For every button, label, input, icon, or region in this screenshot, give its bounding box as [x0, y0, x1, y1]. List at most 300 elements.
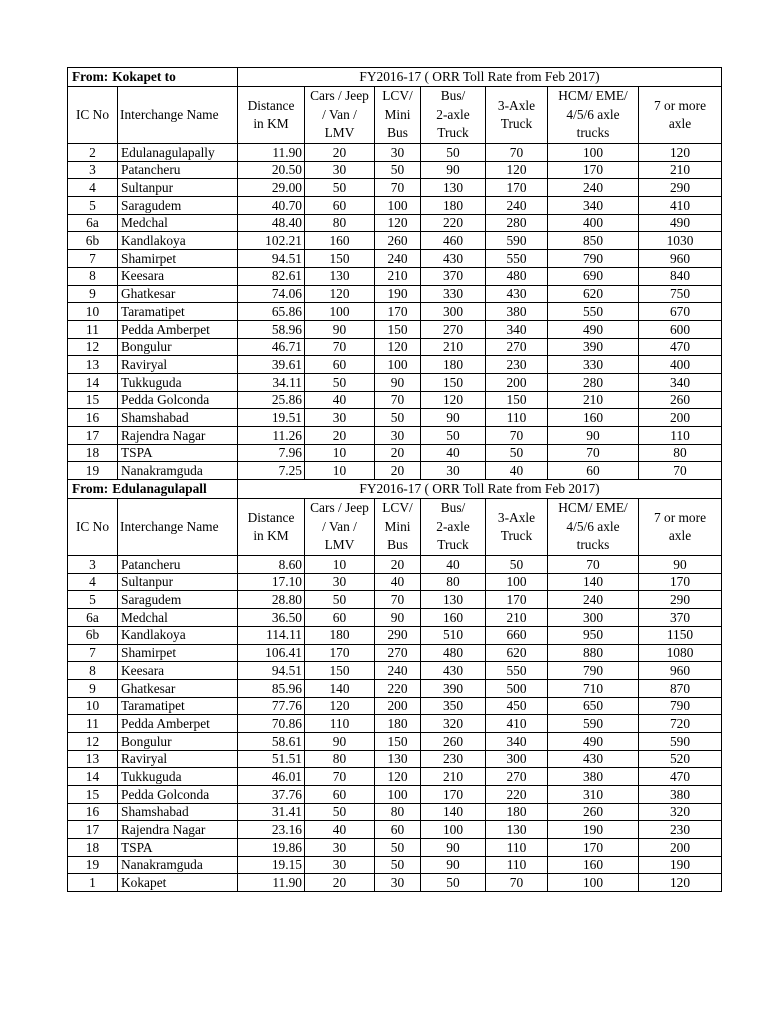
7axle-rate-cell: 600 — [639, 320, 722, 338]
bus-rate-cell: 210 — [421, 768, 486, 786]
hcm-rate-cell: 90 — [548, 427, 639, 445]
bus-rate-cell: 480 — [421, 644, 486, 662]
lcv-rate-cell: 20 — [375, 444, 421, 462]
table-row — [68, 197, 722, 215]
ic-no-cell: 13 — [68, 750, 118, 768]
table-body — [68, 68, 722, 892]
hcm-rate-cell: 850 — [548, 232, 639, 250]
bus-rate-cell: 180 — [421, 356, 486, 374]
header-7axle-line: axle — [668, 116, 692, 131]
bus-rate-cell: 50 — [421, 874, 486, 892]
interchange-cell: Saragudem — [118, 591, 238, 609]
bus-rate-cell: 170 — [421, 786, 486, 804]
ic-no-cell: 9 — [68, 285, 118, 303]
lcv-rate-cell: 210 — [375, 267, 421, 285]
7axle-rate-cell: 590 — [639, 732, 722, 750]
bus-rate-cell: 330 — [421, 285, 486, 303]
7axle-rate-cell: 210 — [639, 161, 722, 179]
7axle-rate-cell: 380 — [639, 786, 722, 804]
hcm-rate-cell: 650 — [548, 697, 639, 715]
cars-rate-cell: 80 — [305, 214, 375, 232]
distance-cell: 11.90 — [238, 144, 305, 162]
3axle-rate-cell: 620 — [486, 644, 548, 662]
header-bus-line: 2-axle — [436, 106, 470, 122]
bus-rate-cell: 390 — [421, 679, 486, 697]
cars-rate-cell: 180 — [305, 626, 375, 644]
ic-no-cell: 1 — [68, 874, 118, 892]
header-hcm-line: HCM/ EME/ — [558, 88, 628, 104]
3axle-rate-cell: 70 — [486, 427, 548, 445]
7axle-rate-cell: 370 — [639, 609, 722, 627]
column-header-row — [68, 87, 722, 144]
3axle-rate-cell: 550 — [486, 250, 548, 268]
3axle-rate-cell: 210 — [486, 609, 548, 627]
distance-cell: 39.61 — [238, 356, 305, 374]
3axle-rate-cell: 170 — [486, 591, 548, 609]
ic-no-cell: 10 — [68, 697, 118, 715]
7axle-rate-cell: 470 — [639, 338, 722, 356]
table-row — [68, 644, 722, 662]
ic-no-cell: 12 — [68, 338, 118, 356]
ic-no-cell: 3 — [68, 161, 118, 179]
cars-rate-cell: 90 — [305, 320, 375, 338]
bus-rate-cell: 90 — [421, 839, 486, 857]
ic-no-cell: 16 — [68, 409, 118, 427]
7axle-rate-cell: 1080 — [639, 644, 722, 662]
hcm-rate-cell: 790 — [548, 662, 639, 680]
table-row — [68, 591, 722, 609]
7axle-rate-cell: 170 — [639, 573, 722, 591]
toll-rate-table — [67, 67, 722, 892]
bus-rate-cell: 130 — [421, 179, 486, 197]
interchange-cell: TSPA — [118, 839, 238, 857]
3axle-rate-cell: 550 — [486, 662, 548, 680]
distance-cell: 46.01 — [238, 768, 305, 786]
distance-cell: 17.10 — [238, 573, 305, 591]
7axle-rate-cell: 320 — [639, 803, 722, 821]
table-row — [68, 715, 722, 733]
lcv-rate-cell: 80 — [375, 803, 421, 821]
interchange-cell: Pedda Amberpet — [118, 715, 238, 733]
hcm-rate-cell: 380 — [548, 768, 639, 786]
hcm-rate-cell: 400 — [548, 214, 639, 232]
interchange-cell: Edulanagulapally — [118, 144, 238, 162]
bus-rate-cell: 320 — [421, 715, 486, 733]
7axle-rate-cell: 470 — [639, 768, 722, 786]
interchange-cell: Raviryal — [118, 356, 238, 374]
distance-cell: 7.96 — [238, 444, 305, 462]
header-hcm-line: HCM/ EME/ — [558, 500, 628, 516]
lcv-rate-cell: 50 — [375, 409, 421, 427]
bus-rate-cell: 40 — [421, 556, 486, 574]
header-distance-line: in KM — [253, 528, 289, 544]
7axle-rate-cell: 260 — [639, 391, 722, 409]
bus-rate-cell: 460 — [421, 232, 486, 250]
table-row — [68, 338, 722, 356]
interchange-cell: Taramatipet — [118, 303, 238, 321]
cars-rate-cell: 170 — [305, 644, 375, 662]
7axle-rate-cell: 290 — [639, 179, 722, 197]
distance-cell: 34.11 — [238, 373, 305, 391]
header-lcv-line: LCV/ — [382, 88, 413, 104]
hcm-rate-cell: 280 — [548, 373, 639, 391]
table-row — [68, 626, 722, 644]
3axle-rate-cell: 50 — [486, 556, 548, 574]
distance-cell: 82.61 — [238, 267, 305, 285]
7axle-rate-cell: 410 — [639, 197, 722, 215]
table-row — [68, 803, 722, 821]
header-3axle-line: Truck — [500, 528, 533, 544]
distance-cell: 19.86 — [238, 839, 305, 857]
header-hcm-line: 4/5/6 axle — [566, 518, 620, 534]
ic-no-cell: 12 — [68, 732, 118, 750]
distance-cell: 29.00 — [238, 179, 305, 197]
toll-rate-sheet — [67, 67, 721, 892]
cars-rate-cell: 150 — [305, 662, 375, 680]
header-bus — [421, 87, 486, 144]
interchange-cell: Pedda Golconda — [118, 786, 238, 804]
table-row — [68, 320, 722, 338]
3axle-rate-cell: 300 — [486, 750, 548, 768]
7axle-rate-cell: 490 — [639, 214, 722, 232]
7axle-rate-cell: 200 — [639, 839, 722, 857]
lcv-rate-cell: 50 — [375, 856, 421, 874]
cars-rate-cell: 50 — [305, 803, 375, 821]
header-lcv-line: Mini — [384, 518, 411, 534]
7axle-rate-cell: 120 — [639, 874, 722, 892]
interchange-cell: Saragudem — [118, 197, 238, 215]
interchange-cell: Bongulur — [118, 338, 238, 356]
header-bus — [421, 499, 486, 556]
column-header-row — [68, 499, 722, 556]
table-row — [68, 662, 722, 680]
interchange-cell: Pedda Amberpet — [118, 320, 238, 338]
3axle-rate-cell: 180 — [486, 803, 548, 821]
bus-rate-cell: 130 — [421, 591, 486, 609]
ic-no-cell: 5 — [68, 197, 118, 215]
header-hcm — [548, 87, 639, 144]
cars-rate-cell: 130 — [305, 267, 375, 285]
distance-cell: 11.90 — [238, 874, 305, 892]
ic-no-cell: 6a — [68, 609, 118, 627]
hcm-rate-cell: 390 — [548, 338, 639, 356]
header-cars-line: Cars / Jeep — [310, 88, 369, 104]
distance-cell: 58.96 — [238, 320, 305, 338]
section-title-row — [68, 68, 722, 87]
interchange-cell: Patancheru — [118, 556, 238, 574]
7axle-rate-cell: 400 — [639, 356, 722, 374]
header-bus-line: Truck — [437, 125, 469, 141]
distance-cell: 8.60 — [238, 556, 305, 574]
hcm-rate-cell: 160 — [548, 409, 639, 427]
interchange-cell: Bongulur — [118, 732, 238, 750]
header-bus-line: Bus/ — [440, 88, 466, 104]
3axle-rate-cell: 340 — [486, 732, 548, 750]
interchange-cell: Kokapet — [118, 874, 238, 892]
ic-no-cell: 17 — [68, 821, 118, 839]
header-7axle — [639, 87, 722, 144]
bus-rate-cell: 220 — [421, 214, 486, 232]
header-distance-line: Distance — [247, 97, 295, 113]
lcv-rate-cell: 200 — [375, 697, 421, 715]
header-distance-line: Distance — [247, 509, 295, 525]
3axle-rate-cell: 410 — [486, 715, 548, 733]
3axle-rate-cell: 170 — [486, 179, 548, 197]
bus-rate-cell: 80 — [421, 573, 486, 591]
7axle-rate-cell: 290 — [639, 591, 722, 609]
3axle-rate-cell: 70 — [486, 874, 548, 892]
lcv-rate-cell: 60 — [375, 821, 421, 839]
7axle-rate-cell: 200 — [639, 409, 722, 427]
hcm-rate-cell: 260 — [548, 803, 639, 821]
hcm-rate-cell: 690 — [548, 267, 639, 285]
header-hcm — [548, 499, 639, 556]
distance-cell: 65.86 — [238, 303, 305, 321]
cars-rate-cell: 160 — [305, 232, 375, 250]
header-ic-no: IC No — [68, 499, 118, 556]
header-distance — [238, 499, 305, 556]
lcv-rate-cell: 170 — [375, 303, 421, 321]
7axle-rate-cell: 1030 — [639, 232, 722, 250]
hcm-rate-cell: 240 — [548, 179, 639, 197]
table-row — [68, 356, 722, 374]
cars-rate-cell: 30 — [305, 856, 375, 874]
header-bus-line: 2-axle — [436, 518, 470, 534]
distance-cell: 46.71 — [238, 338, 305, 356]
header-cars-line: / Van / — [322, 106, 357, 122]
hcm-rate-cell: 70 — [548, 556, 639, 574]
cars-rate-cell: 20 — [305, 427, 375, 445]
distance-cell: 11.26 — [238, 427, 305, 445]
ic-no-cell: 19 — [68, 462, 118, 480]
bus-rate-cell: 90 — [421, 856, 486, 874]
header-cars — [305, 87, 375, 144]
distance-cell: 37.76 — [238, 786, 305, 804]
lcv-rate-cell: 50 — [375, 839, 421, 857]
bus-rate-cell: 300 — [421, 303, 486, 321]
hcm-rate-cell: 170 — [548, 161, 639, 179]
hcm-rate-cell: 100 — [548, 874, 639, 892]
lcv-rate-cell: 220 — [375, 679, 421, 697]
cars-rate-cell: 80 — [305, 750, 375, 768]
bus-rate-cell: 100 — [421, 821, 486, 839]
distance-cell: 31.41 — [238, 803, 305, 821]
distance-cell: 102.21 — [238, 232, 305, 250]
3axle-rate-cell: 40 — [486, 462, 548, 480]
header-bus-line: Truck — [437, 537, 469, 553]
header-bus-line: Bus/ — [440, 500, 466, 516]
ic-no-cell: 15 — [68, 786, 118, 804]
ic-no-cell: 4 — [68, 573, 118, 591]
bus-rate-cell: 260 — [421, 732, 486, 750]
lcv-rate-cell: 40 — [375, 573, 421, 591]
header-lcv — [375, 499, 421, 556]
header-7axle — [639, 499, 722, 556]
3axle-rate-cell: 500 — [486, 679, 548, 697]
hcm-rate-cell: 300 — [548, 609, 639, 627]
ic-no-cell: 11 — [68, 320, 118, 338]
cars-rate-cell: 40 — [305, 391, 375, 409]
section-from-cell — [68, 480, 238, 499]
lcv-rate-cell: 20 — [375, 462, 421, 480]
distance-cell: 40.70 — [238, 197, 305, 215]
hcm-rate-cell: 210 — [548, 391, 639, 409]
header-hcm-line: 4/5/6 axle — [566, 106, 620, 122]
table-row — [68, 768, 722, 786]
3axle-rate-cell: 150 — [486, 391, 548, 409]
lcv-rate-cell: 100 — [375, 197, 421, 215]
cars-rate-cell: 120 — [305, 285, 375, 303]
3axle-rate-cell: 270 — [486, 768, 548, 786]
cars-rate-cell: 120 — [305, 697, 375, 715]
7axle-rate-cell: 870 — [639, 679, 722, 697]
table-row — [68, 462, 722, 480]
cars-rate-cell: 10 — [305, 556, 375, 574]
hcm-rate-cell: 490 — [548, 320, 639, 338]
header-interchange: Interchange Name — [118, 87, 238, 144]
bus-rate-cell: 40 — [421, 444, 486, 462]
cars-rate-cell: 50 — [305, 373, 375, 391]
from-name: Edulanagulapall — [112, 481, 207, 497]
hcm-rate-cell: 490 — [548, 732, 639, 750]
cars-rate-cell: 90 — [305, 732, 375, 750]
interchange-cell: Patancheru — [118, 161, 238, 179]
hcm-rate-cell: 710 — [548, 679, 639, 697]
7axle-rate-cell: 190 — [639, 856, 722, 874]
distance-cell: 94.51 — [238, 250, 305, 268]
3axle-rate-cell: 450 — [486, 697, 548, 715]
cars-rate-cell: 40 — [305, 821, 375, 839]
3axle-rate-cell: 100 — [486, 573, 548, 591]
hcm-rate-cell: 160 — [548, 856, 639, 874]
header-cars-line: LMV — [324, 125, 355, 141]
header-distance-line: in KM — [253, 116, 289, 131]
table-row — [68, 786, 722, 804]
header-7axle-line: axle — [668, 528, 692, 544]
interchange-cell: Nanakramguda — [118, 462, 238, 480]
cars-rate-cell: 60 — [305, 197, 375, 215]
distance-cell: 48.40 — [238, 214, 305, 232]
distance-cell: 74.06 — [238, 285, 305, 303]
lcv-rate-cell: 120 — [375, 338, 421, 356]
7axle-rate-cell: 520 — [639, 750, 722, 768]
header-hcm-line: trucks — [576, 125, 610, 141]
interchange-cell: Rajendra Nagar — [118, 821, 238, 839]
header-cars-line: / Van / — [322, 518, 357, 534]
distance-cell: 28.80 — [238, 591, 305, 609]
table-row — [68, 732, 722, 750]
bus-rate-cell: 50 — [421, 144, 486, 162]
table-row — [68, 573, 722, 591]
cars-rate-cell: 100 — [305, 303, 375, 321]
bus-rate-cell: 270 — [421, 320, 486, 338]
lcv-rate-cell: 90 — [375, 373, 421, 391]
interchange-cell: Tukkuguda — [118, 768, 238, 786]
bus-rate-cell: 160 — [421, 609, 486, 627]
distance-cell: 7.25 — [238, 462, 305, 480]
7axle-rate-cell: 1150 — [639, 626, 722, 644]
table-row — [68, 750, 722, 768]
7axle-rate-cell: 110 — [639, 427, 722, 445]
hcm-rate-cell: 140 — [548, 573, 639, 591]
lcv-rate-cell: 30 — [375, 874, 421, 892]
cars-rate-cell: 30 — [305, 573, 375, 591]
lcv-rate-cell: 180 — [375, 715, 421, 733]
3axle-rate-cell: 110 — [486, 856, 548, 874]
cars-rate-cell: 150 — [305, 250, 375, 268]
lcv-rate-cell: 130 — [375, 750, 421, 768]
header-lcv-line: Bus — [387, 125, 408, 141]
interchange-cell: Kandlakoya — [118, 626, 238, 644]
7axle-rate-cell: 80 — [639, 444, 722, 462]
lcv-rate-cell: 190 — [375, 285, 421, 303]
3axle-rate-cell: 220 — [486, 786, 548, 804]
header-ic-no: IC No — [68, 87, 118, 144]
bus-rate-cell: 230 — [421, 750, 486, 768]
interchange-cell: Shamirpet — [118, 644, 238, 662]
header-cars-line: LMV — [324, 537, 355, 553]
7axle-rate-cell: 670 — [639, 303, 722, 321]
bus-rate-cell: 430 — [421, 662, 486, 680]
ic-no-cell: 6b — [68, 626, 118, 644]
distance-cell: 19.51 — [238, 409, 305, 427]
ic-no-cell: 10 — [68, 303, 118, 321]
ic-no-cell: 13 — [68, 356, 118, 374]
ic-no-cell: 14 — [68, 373, 118, 391]
hcm-rate-cell: 950 — [548, 626, 639, 644]
table-row — [68, 144, 722, 162]
table-row — [68, 179, 722, 197]
table-row — [68, 391, 722, 409]
lcv-rate-cell: 240 — [375, 250, 421, 268]
ic-no-cell: 9 — [68, 679, 118, 697]
ic-no-cell: 3 — [68, 556, 118, 574]
cars-rate-cell: 110 — [305, 715, 375, 733]
lcv-rate-cell: 150 — [375, 320, 421, 338]
hcm-rate-cell: 340 — [548, 197, 639, 215]
7axle-rate-cell: 960 — [639, 662, 722, 680]
table-row — [68, 267, 722, 285]
ic-no-cell: 17 — [68, 427, 118, 445]
3axle-rate-cell: 340 — [486, 320, 548, 338]
7axle-rate-cell: 790 — [639, 697, 722, 715]
interchange-cell: Rajendra Nagar — [118, 427, 238, 445]
interchange-cell: Nanakramguda — [118, 856, 238, 874]
cars-rate-cell: 70 — [305, 338, 375, 356]
period-title: FY2016-17 ( ORR Toll Rate from Feb 2017) — [238, 480, 722, 499]
lcv-rate-cell: 70 — [375, 391, 421, 409]
lcv-rate-cell: 150 — [375, 732, 421, 750]
bus-rate-cell: 510 — [421, 626, 486, 644]
interchange-cell: Shamshabad — [118, 409, 238, 427]
7axle-rate-cell: 70 — [639, 462, 722, 480]
ic-no-cell: 4 — [68, 179, 118, 197]
3axle-rate-cell: 120 — [486, 161, 548, 179]
interchange-cell: Shamirpet — [118, 250, 238, 268]
interchange-cell: Keesara — [118, 662, 238, 680]
ic-no-cell: 7 — [68, 250, 118, 268]
7axle-rate-cell: 340 — [639, 373, 722, 391]
bus-rate-cell: 90 — [421, 161, 486, 179]
distance-cell: 51.51 — [238, 750, 305, 768]
header-lcv-line: LCV/ — [382, 500, 413, 516]
header-3axle-line: 3-Axle — [497, 509, 536, 525]
ic-no-cell: 8 — [68, 267, 118, 285]
interchange-cell: Keesara — [118, 267, 238, 285]
3axle-rate-cell: 50 — [486, 444, 548, 462]
table-row — [68, 874, 722, 892]
cars-rate-cell: 60 — [305, 609, 375, 627]
